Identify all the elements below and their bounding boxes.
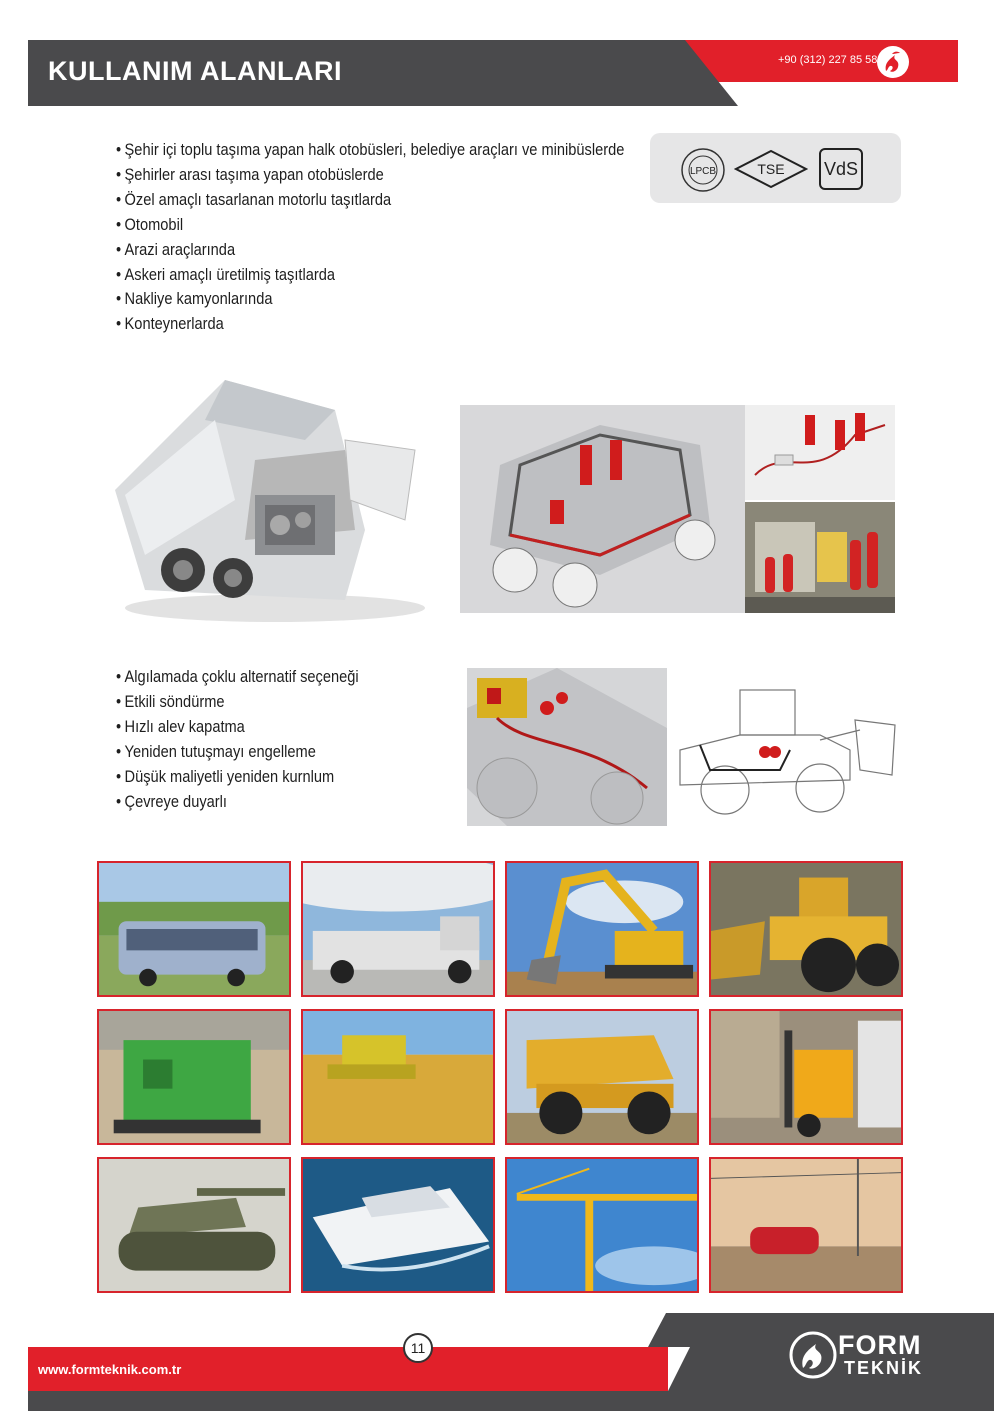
combine-harvester-photo [301,1009,495,1145]
mining-dump-truck-photo [505,1009,699,1145]
extinguisher-pipe-network-photo [745,405,895,500]
lpcb-label: LPCB [689,166,717,177]
header-phone: +90 (312) 227 85 58 [778,54,878,66]
tank-photo [97,1157,291,1293]
list-item: • Yeniden tutuşmayı engelleme [116,740,359,765]
list-item: • Askeri amaçlı üretilmiş taşıtlarda [116,263,624,288]
brand-name: FORM [838,1330,922,1360]
website-link[interactable]: www.formteknik.com.tr [38,1362,182,1377]
list-item: • Şehir içi toplu taşıma yapan halk otobüsleri, belediye araçları ve minibüslerde [116,138,624,163]
tower-crane-photo [505,1157,699,1293]
brand-subtitle: TEKNİK [844,1358,923,1378]
list-item: • Çevreye duyarlı [116,790,359,815]
page-title: KULLANIM ALANLARI [48,56,342,86]
lpcb-certificate-logo [680,147,726,193]
loader-engine-system-diagram [467,668,667,826]
forklift-photo [709,1009,903,1145]
list-item: • Etkili söndürme [116,690,359,715]
list-item: • Otomobil [116,213,624,238]
list-item: • Düşük maliyetli yeniden kurnlum [116,765,359,790]
list-item: • Şehirler arası taşıma yapan otobüslerde [116,163,624,188]
tse-certificate-logo [734,149,808,189]
features-list [116,665,398,814]
list-item: • Arazi araçlarında [116,238,624,263]
airport-tug-photo [301,861,495,997]
usage-areas-list [116,138,707,337]
page-number: 11 [403,1333,433,1363]
bus-engine-photo [105,380,445,635]
generator-photo [97,1009,291,1145]
list-item: • Konteynerlarda [116,312,624,337]
wheel-loader-photo [709,861,903,997]
vds-certificate-logo [818,147,864,191]
engine-compartment-extinguishers-photo [745,502,895,613]
list-item: • Nakliye kamyonlarında [116,287,624,312]
excavator-photo [505,861,699,997]
vds-label: VdS [823,159,859,179]
form-teknik-logo-icon [788,1330,838,1380]
wheel-loader-line-drawing [670,680,898,820]
form-teknik-flame-logo-icon [876,45,910,79]
high-speed-train-photo [709,1157,903,1293]
list-item: • Hızlı alev kapatma [116,715,359,740]
list-item: • Algılamada çoklu alternatif seçeneği [116,665,359,690]
tse-label: TSE [757,161,785,177]
coach-bus-photo [97,861,291,997]
list-item: • Özel amaçlı tasarlanan motorlu taşıtlarda [116,188,624,213]
yacht-photo [301,1157,495,1293]
vehicle-chassis-diagram [460,405,745,613]
certifications-box [650,133,901,203]
